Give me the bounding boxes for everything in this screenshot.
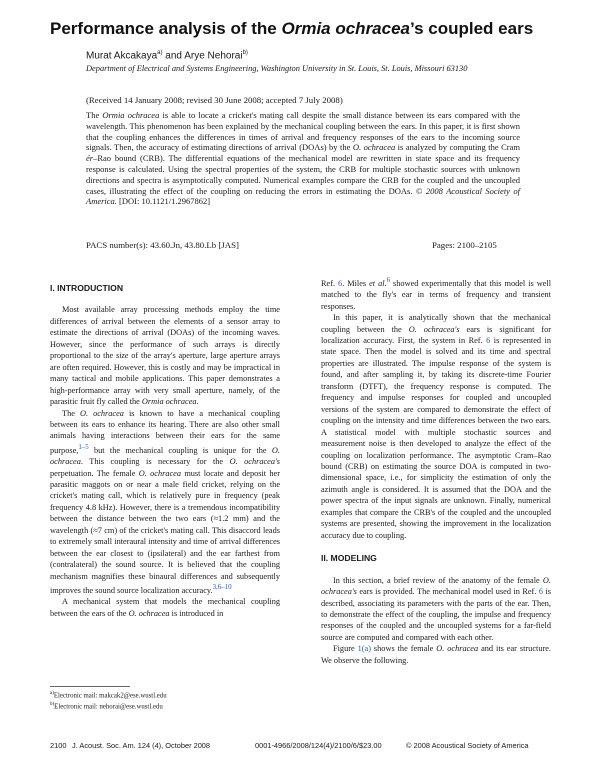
text-run: Most available array processing methods employ the time differences of arrival between the elements of a sensor array to estimate the directions of arrival (DOAs) of the incoming waves. However, since the performance of such arrays is directly proportional to the xyxy=(50,305,280,361)
footnote-b xyxy=(50,700,167,711)
text-run: O. ochracea xyxy=(50,445,280,467)
footnotes xyxy=(50,689,167,712)
text-run: [DOI: 10.1121/1.2967862] xyxy=(116,196,211,207)
footer-code: 0001-4966/2008/124(4)/2100/6/$23.00 xyxy=(255,741,382,750)
citation-ref[interactable]: 1–5 xyxy=(78,443,89,451)
text-run: is known to have a mechanical coupling between its ears to enhance its hearing. There are also other small animals having interactions between their ears for the same purpose, xyxy=(50,408,280,455)
page-range: Pages: 2100–2105 xyxy=(432,240,497,250)
citation-ref[interactable]: 3,6–10 xyxy=(212,584,232,592)
text-run: et al. xyxy=(369,278,387,288)
footnote-separator xyxy=(50,686,130,687)
footnote-b-mark: b) xyxy=(50,702,55,708)
pacs-numbers: PACS number(s): 43.60.Jn, 43.80.Lb [JAS] xyxy=(86,240,239,250)
section-heading: I. INTRODUCTION xyxy=(50,283,124,293)
text-run: O. ochracea xyxy=(436,644,479,654)
text-run: size xyxy=(116,351,129,361)
footer-copyright: © 2008 Acoustical Society of America xyxy=(406,741,529,750)
author-and: and xyxy=(162,50,185,62)
text-run: Figure xyxy=(333,644,358,654)
text-run: . xyxy=(196,397,199,407)
author-2-mark: b) xyxy=(242,50,248,56)
body-paragraph xyxy=(50,596,280,619)
text-run: is analyzed by computing the Cram xyxy=(395,142,520,153)
text-run: ears is provided. The mechanical model used in Ref. xyxy=(356,587,539,597)
text-run: Ormia ochracea xyxy=(141,397,197,407)
text-run: O. ochracea xyxy=(138,468,182,478)
received-dates: (Received 14 January 2008; revised 30 June 2008; accepted 7 July 2008) xyxy=(86,95,343,105)
body-paragraph xyxy=(321,643,551,666)
body-paragraph xyxy=(50,304,280,407)
citation-ref[interactable]: 6 xyxy=(386,277,391,284)
body-paragraph xyxy=(321,275,551,312)
body-paragraph xyxy=(50,408,280,597)
text-run: is described, associating its parameters with the parts of the ear. Then, to demonstrate the effect of the coupling, the impulse and frequency responses of the coupled and the uncoupled systems for a far-field source are computed and compared with each other. xyxy=(321,587,552,642)
text-run: O. ochracea xyxy=(128,608,170,618)
text-run: must locate and deposit her parasitic maggots on or near a male field cricket, relying on the cricket's mating call, which is relatively pure in frequency (peak frequency 4.8 kHz). However, there is a tremendous incompatibility between the distance between the two ears (≈1.2 mm) and the wavelength (≈7 cm) of the cricket's mating call. This disaccord leads to extremely small interaural intensity and time of arrival differences between the ear closest to (ipsilateral) and the ear farthest from (contralateral) the sound source. It is believed that the coupling mechanism magnifies these binaural differences and subsequently improves the sound source localization accuracy. xyxy=(50,468,280,595)
text-run: O. ochracea xyxy=(79,408,124,418)
text-run: . This coupling is necessary for the xyxy=(80,457,230,467)
text-run: is able to locate a cricket's mating call despite the small distance between its ears compared with the wavelength. This phenomenon has been explained by the mechanical coupling between the ears. In this paper, it is first shown that the coupling enhances the differences in times of arrival and frequency responses of the ears to the incoming source signals. Then, the accuracy of estimating directions of arrival (DOAs) by the xyxy=(86,110,520,153)
text-run: A mechanical system that models the mechanical coupling between the ears of the xyxy=(50,597,280,618)
footnote-a-text: Electronic mail: makcak2@ese.wustl.edu xyxy=(53,692,167,700)
text-run: Ref. xyxy=(321,278,339,288)
citation-ref[interactable]: 6 xyxy=(338,278,343,288)
text-run: . Miles xyxy=(342,278,370,288)
text-run: of the array's aperture, large aperture arrays are often required. However, this is costly and may be impractical in many tactical and mobile applications. This paper demonstrates a high-performance array with very small aperture, namely, of the parasitic fruit fly called the xyxy=(50,351,280,407)
title-prefix: Performance analysis of the xyxy=(50,19,282,38)
text-run: perpetuation. The female xyxy=(50,468,139,478)
text-run: showed experimentally that this model is well matched to the fly's ear in terms of frequency and transient responses. xyxy=(321,278,551,311)
footnote-a-mark: a) xyxy=(50,691,54,696)
text-run: is introduced in xyxy=(169,608,224,618)
author-2: Arye Nehorai xyxy=(184,50,243,62)
text-run: ears is significant for localization accuracy. First, the system in Ref. xyxy=(321,324,552,346)
citation-ref[interactable]: 6 xyxy=(538,587,544,597)
title-suffix: ’s coupled ears xyxy=(410,19,534,38)
title-italic: Ormia ochracea xyxy=(281,19,410,38)
author-1: Murat Akcakaya xyxy=(86,50,158,62)
text-run: O. ochracea's xyxy=(229,457,281,467)
text-run: shows the female xyxy=(370,644,437,654)
body-paragraph xyxy=(321,575,551,644)
author-1-mark: a) xyxy=(157,50,163,56)
abstract xyxy=(86,110,520,207)
affiliation: Department of Electrical and Systems Engineering, Washington University in St. Louis, St. Louis, Missouri 63130 xyxy=(86,64,468,73)
citation-ref[interactable]: 6 xyxy=(486,336,491,346)
text-run: The xyxy=(62,408,80,418)
text-run: ér xyxy=(86,153,94,164)
text-run: and its ear structure. We observe the following. xyxy=(321,644,551,665)
section-heading: II. MODELING xyxy=(321,553,377,564)
footnote-a xyxy=(50,689,167,700)
footer-page-number: 2100 xyxy=(50,741,67,750)
body-paragraph xyxy=(321,312,551,541)
text-run: In this paper, it is analytically shown that the mechanical coupling between the xyxy=(321,313,551,334)
text-run: The xyxy=(86,110,103,120)
text-run: In this section, a brief review of the anatomy of the female xyxy=(333,575,543,585)
text-run: O. ochracea's xyxy=(408,324,460,334)
text-run: O. ochracea xyxy=(352,142,396,153)
text-run: but the mechanical coupling is unique for the xyxy=(88,445,272,455)
text-run: Ormia ochracea xyxy=(102,110,160,120)
text-run: O. ochracea's xyxy=(321,575,551,597)
left-column xyxy=(50,283,280,619)
paper-title xyxy=(50,18,570,40)
footer-journal: J. Acoust. Soc. Am. 124 (4), October 2008 xyxy=(72,741,211,750)
author-list xyxy=(86,50,248,61)
citation-ref[interactable]: 1(a) xyxy=(357,644,371,654)
text-run: is represented in state space. Then the model is solved and its time and spectral properties are illustrated. The impulse response of the system is found, and after sampling it, by taking its discrete-time Fourier transform (DTFT), the frequency response is computed. The frequency and impulse responses for coupled and uncoupled versions of the system are compared to demonstrate the effect of coupling on the intensity and time differences between the two ears. A statistical model with multiple stochastic sources and measurement noise is then developed to analyze the effect of the coupling on localization performance. The asymptotic Cram–Rao bound (CRB) on estimating the source DOA is computed in two-dimensional space, i.e., for simplicity the estimation of only the azimuth angle is considered. It is assumed that the DOA and the power spectra of the input signals are unknown. Finally, numerical examples that compare the CRB's of the coupled and the uncoupled systems are presented, showing the improvement in the localization accuracy due to coupling. xyxy=(321,336,551,540)
text-run: –Rao bound (CRB). The differential equations of the mechanical model are rewritten in state space and its frequency response is calculated. Using the spectral properties of the system, the CRB for multiple stochastic sources with unknown directions and spectra is asymptotically computed. Numerical examples compare the CRB for the coupled and the uncoupled cases, illustrating the effect of the coupling on reducing the errors in estimating the DOAs. xyxy=(86,153,520,196)
text-run: © 2008 Acoustical Society of America. xyxy=(86,185,521,207)
right-column xyxy=(321,275,551,666)
footnote-b-text: Electronic mail: nehorai@ese.wustl.edu xyxy=(54,703,163,711)
